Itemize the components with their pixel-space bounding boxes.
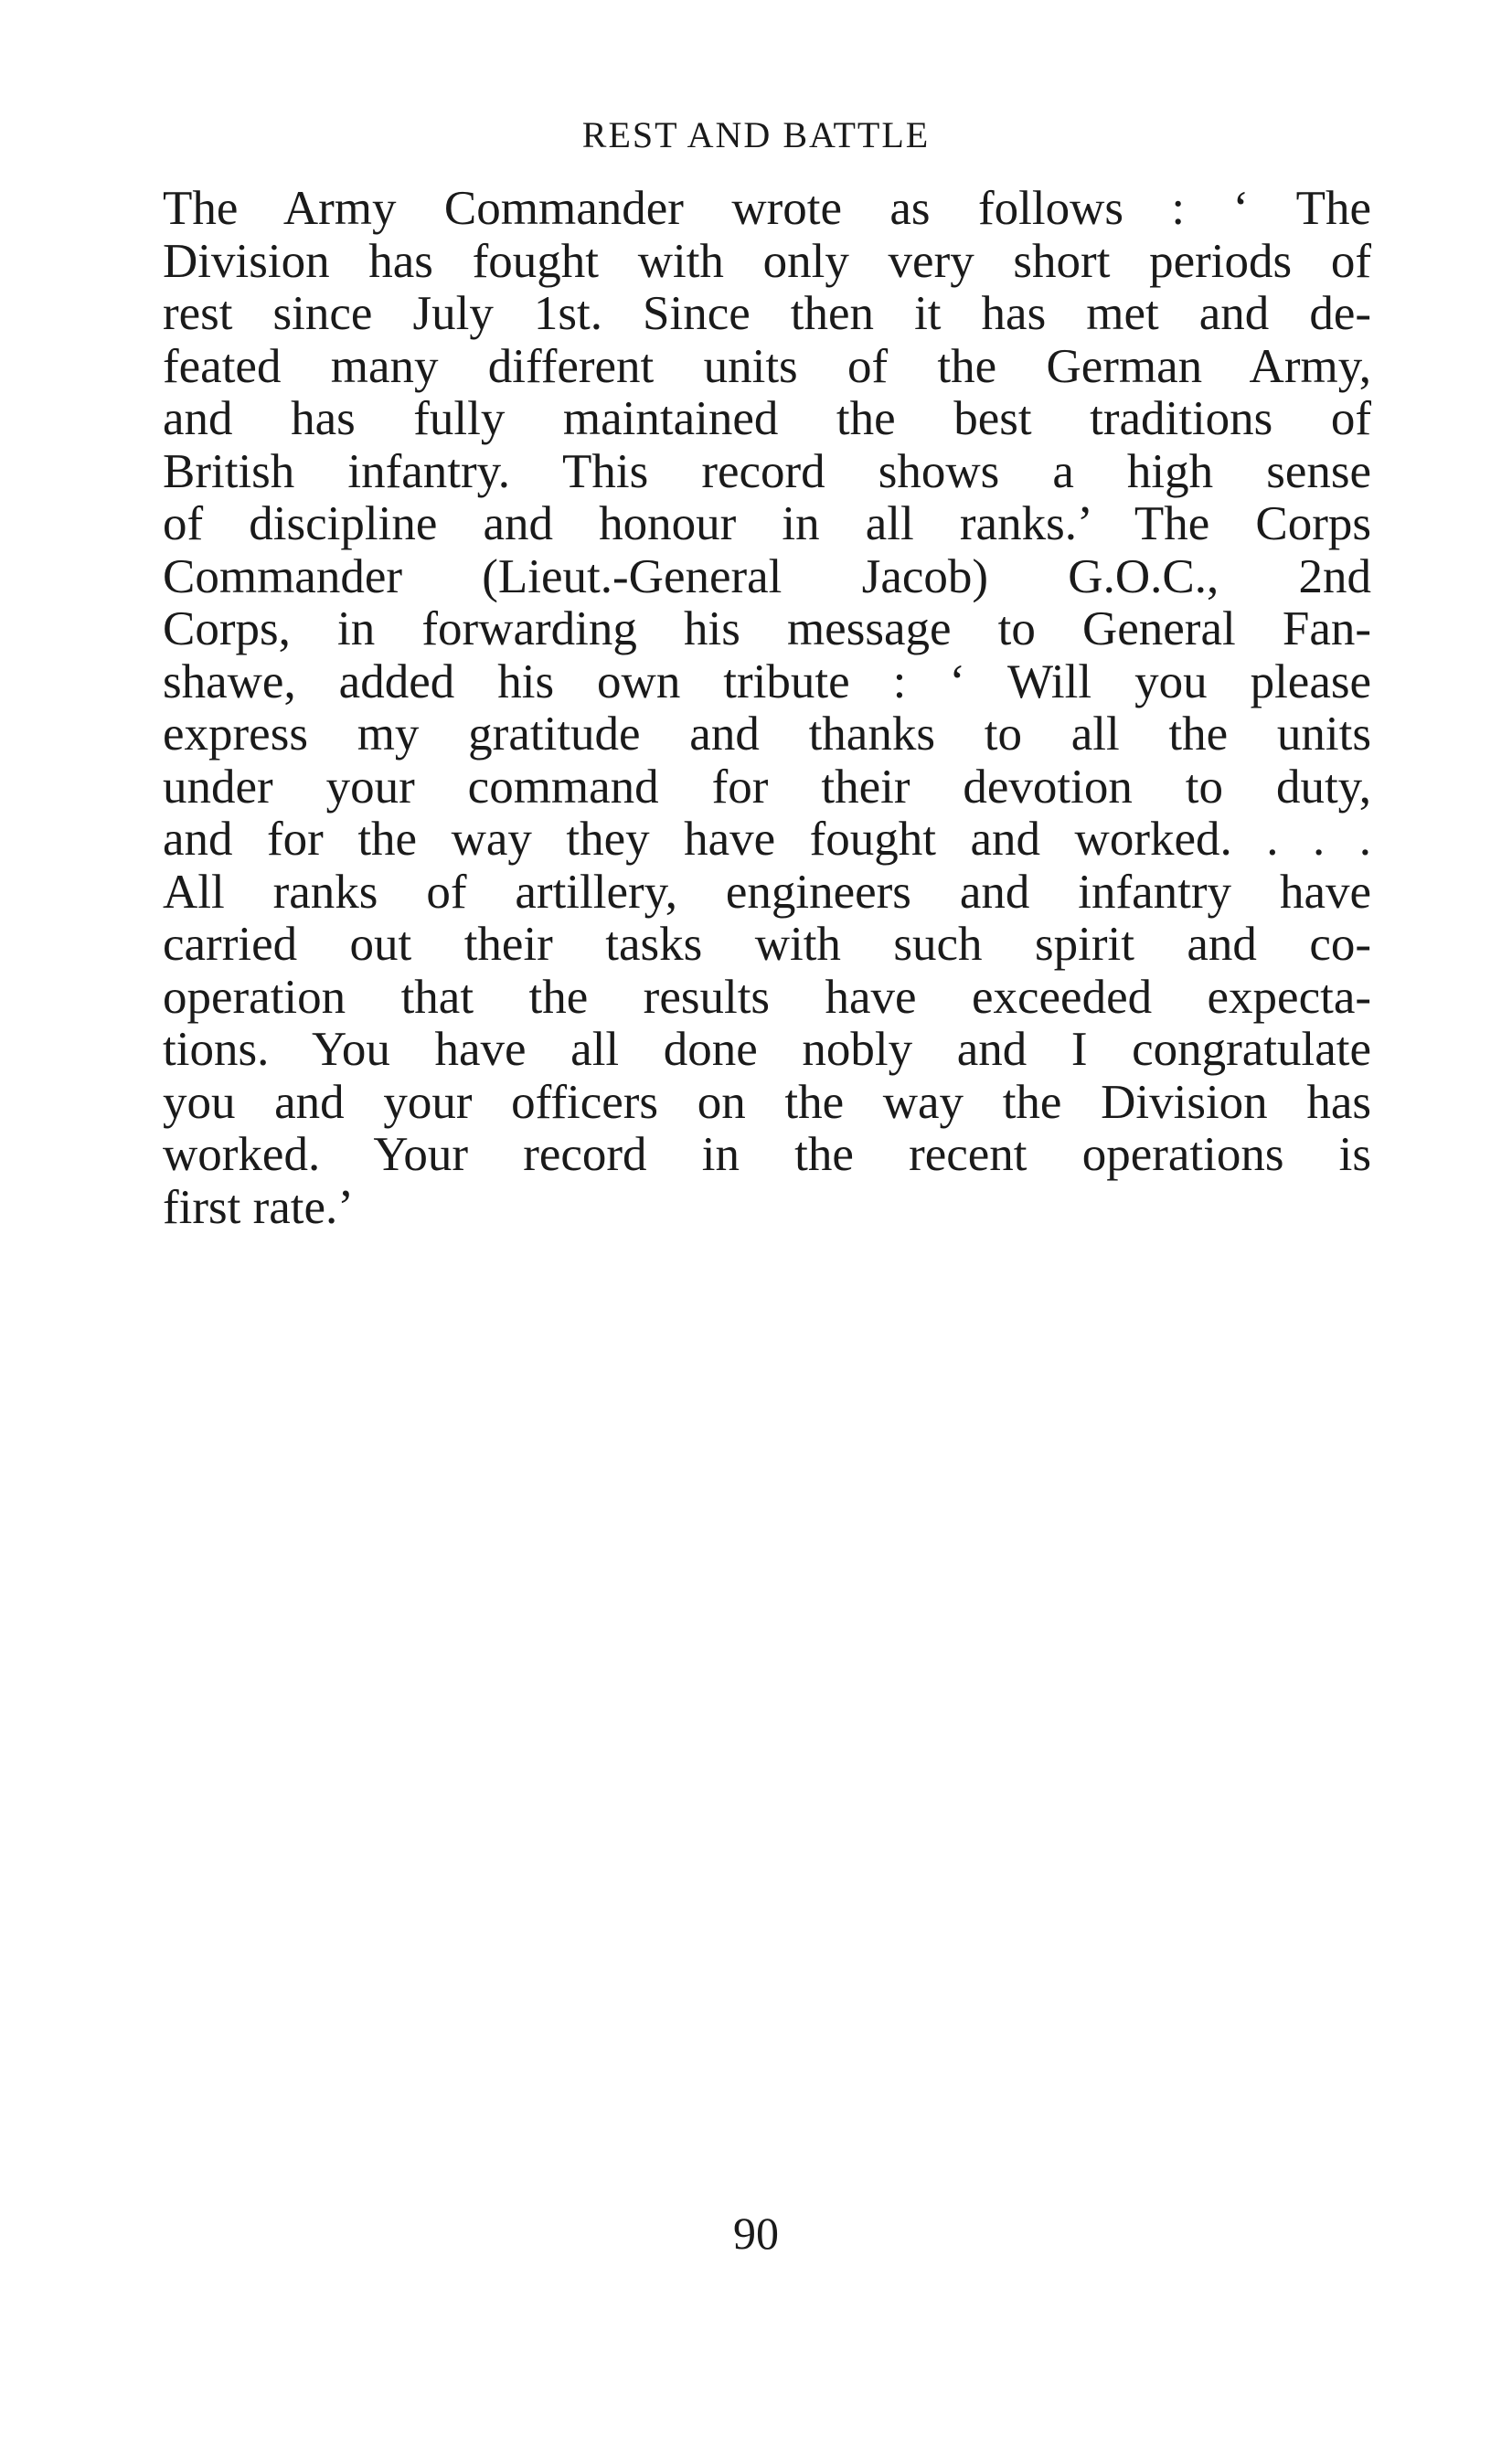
running-head: REST AND BATTLE <box>581 114 931 155</box>
text-line: Corps, in forwarding his message to General Fan- <box>163 602 1371 655</box>
body-paragraph <box>163 183 1371 1234</box>
text-line: tions. You have all done nobly and I congratulate <box>163 1023 1371 1076</box>
text-line: and has fully maintained the best traditions of <box>163 392 1371 445</box>
text-line: worked. Your record in the recent operations is <box>163 1128 1371 1181</box>
text-line: All ranks of artillery, engineers and infantry have <box>163 865 1371 919</box>
text-line: Commander (Lieut.-General Jacob) G.O.C., 2nd <box>163 549 1371 603</box>
text-line: express my gratitude and thanks to all the units <box>163 708 1371 761</box>
text-line: and for the way they have fought and worked. . . . <box>163 813 1371 866</box>
text-line: carried out their tasks with such spirit and co- <box>163 918 1371 971</box>
text-line: The Army Commander wrote as follows : ‘ The <box>163 182 1371 235</box>
text-line: first rate.’ <box>163 1180 354 1234</box>
text-line: rest since July 1st. Since then it has met and de- <box>163 287 1371 340</box>
text-line: feated many different units of the German Army, <box>163 339 1371 393</box>
text-line: shawe, added his own tribute : ‘ Will you please <box>163 654 1371 708</box>
text-line: you and your officers on the way the Division has <box>163 1075 1371 1129</box>
text-line: Division has fought with only very short periods of <box>163 234 1371 288</box>
text-line: British infantry. This record shows a high sense <box>163 444 1371 498</box>
text-line: under your command for their devotion to duty, <box>163 760 1371 814</box>
text-line: operation that the results have exceeded expecta- <box>163 970 1371 1024</box>
page-number: 90 <box>733 2208 779 2259</box>
text-line: of discipline and honour in all ranks.’ The Corps <box>163 497 1371 550</box>
